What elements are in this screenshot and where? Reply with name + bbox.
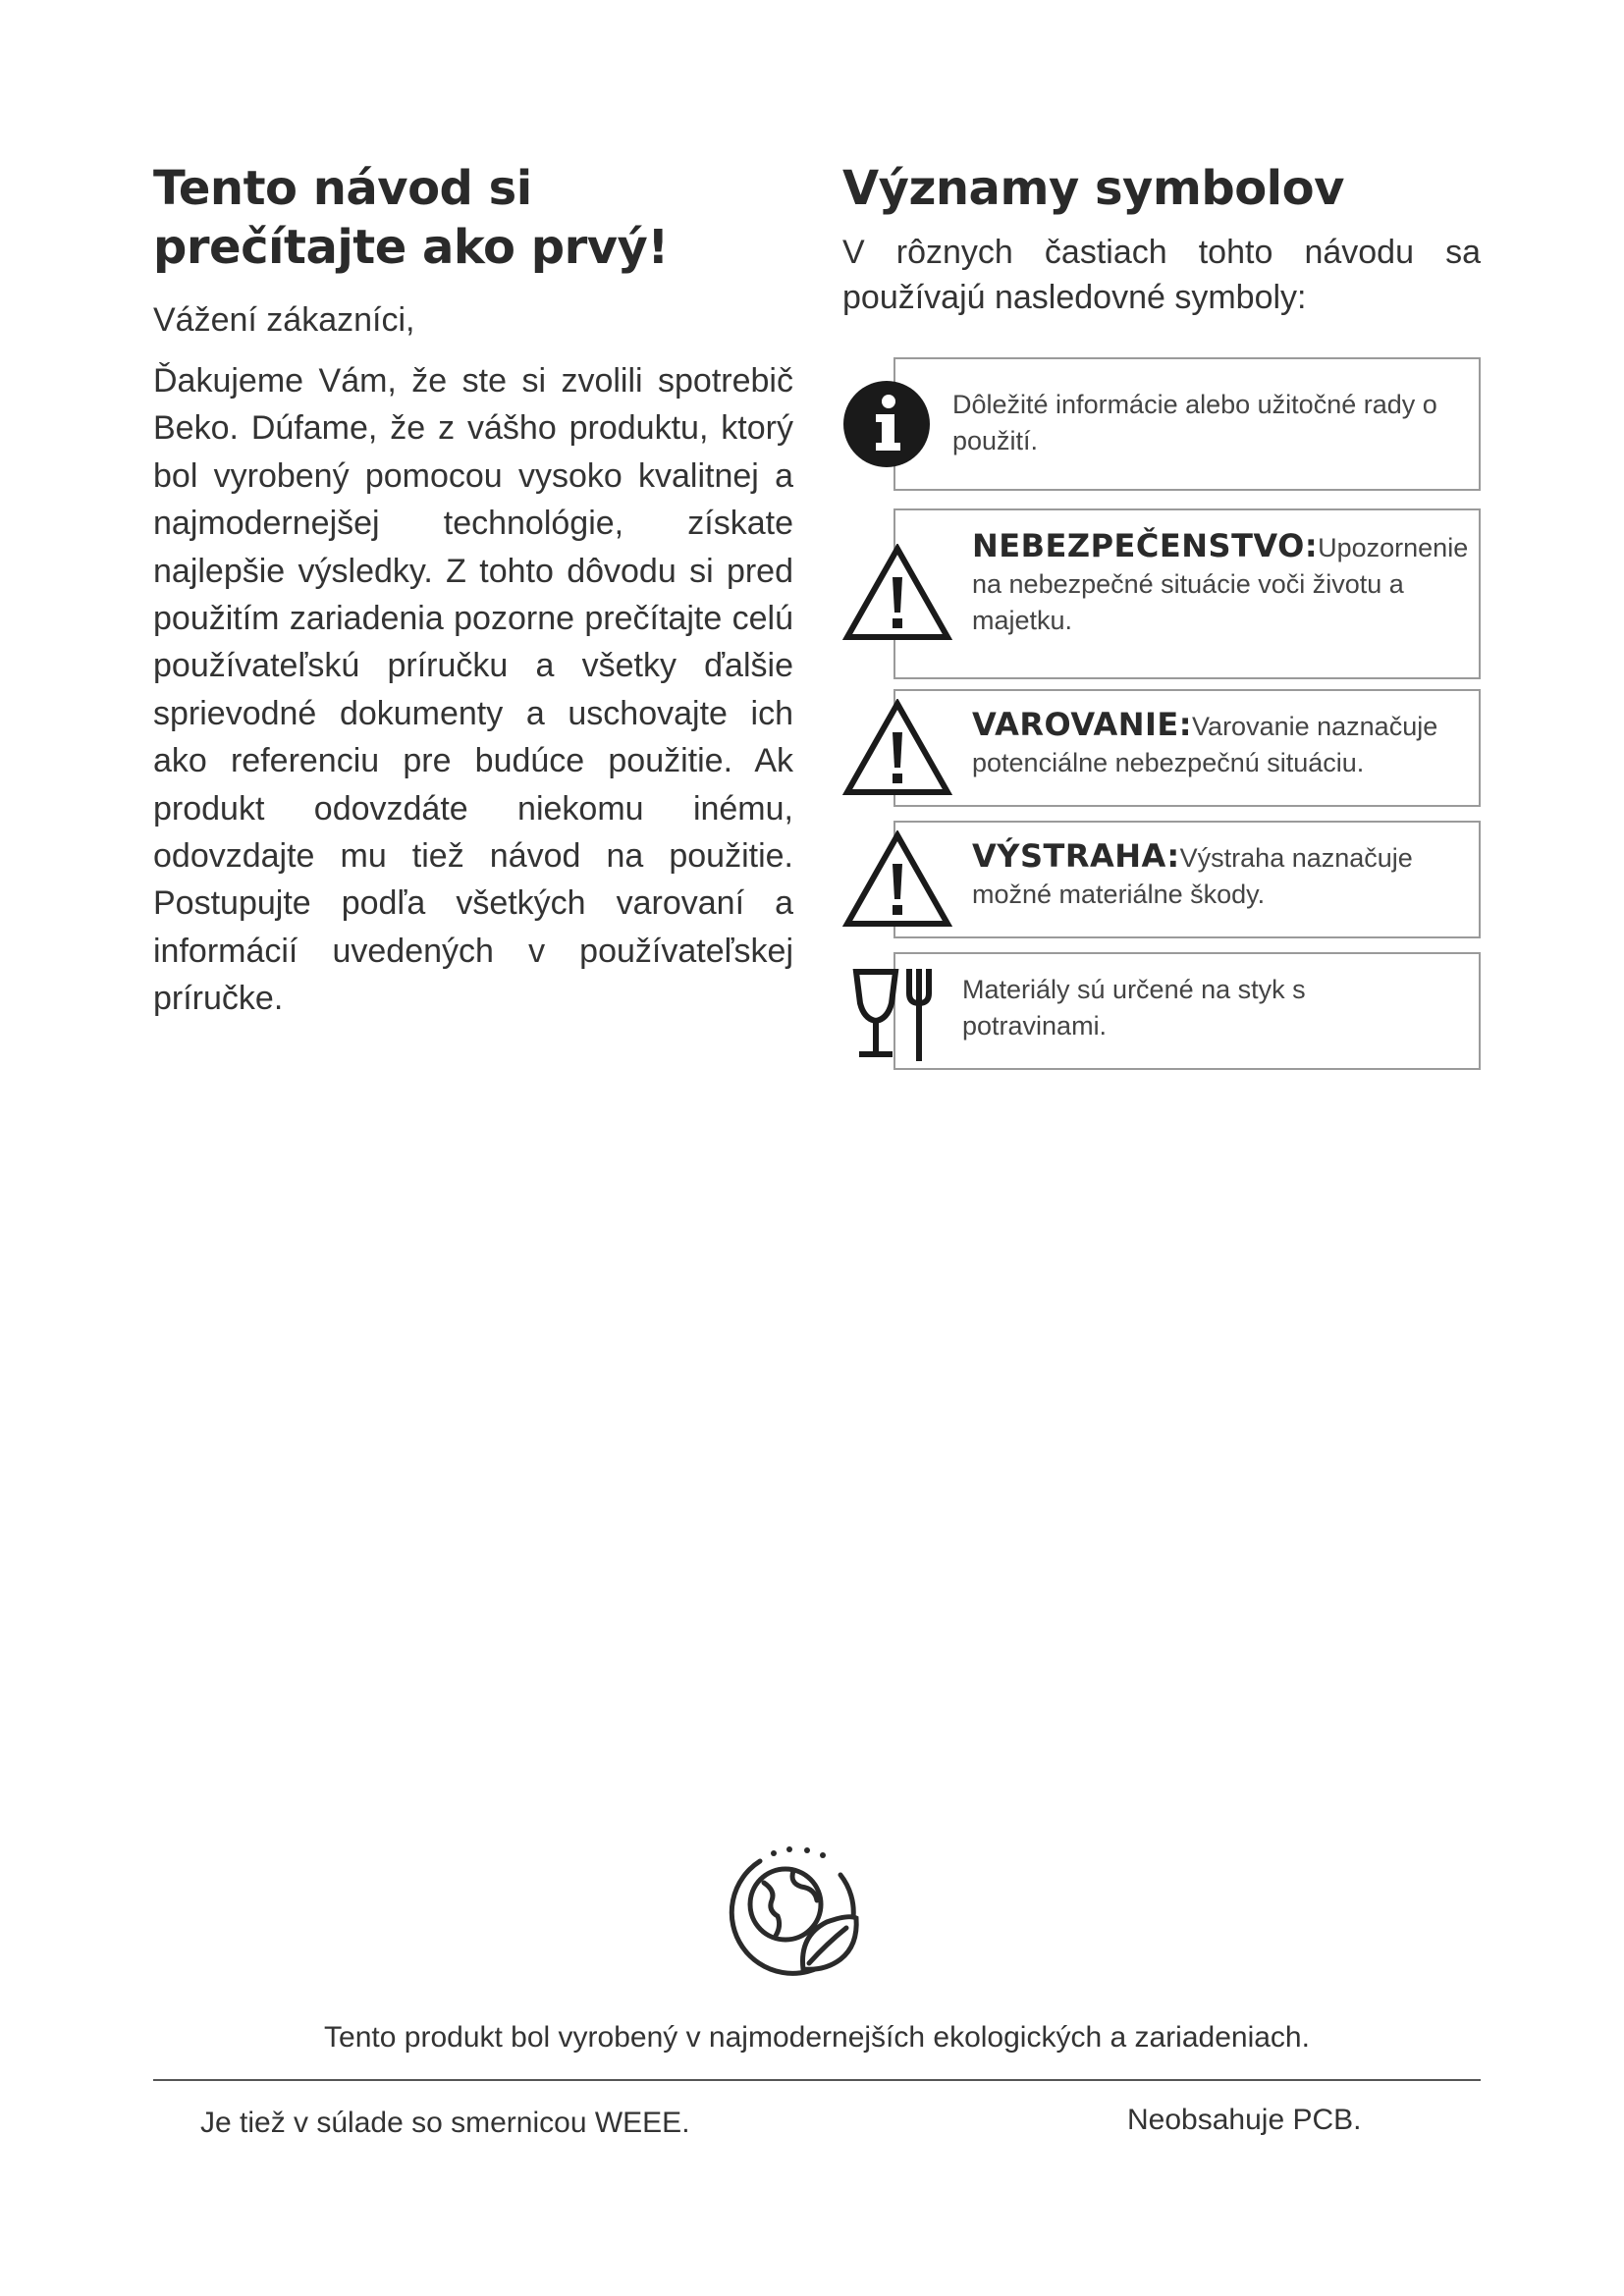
symbol-text	[972, 527, 1469, 639]
symbol-keyword: VAROVANIE:	[972, 706, 1193, 743]
symbol-description: Výstraha naznačuje možné materiálne škody.	[972, 843, 1413, 909]
page-title: Tento návod si prečítajte ako prvý!	[153, 161, 669, 275]
symbol-description: Varovanie naznačuje potenciálne nebezpečnú situáciu.	[972, 712, 1438, 777]
food-contact-icon	[850, 964, 939, 1067]
symbol-text	[972, 838, 1453, 913]
left-column	[153, 159, 793, 1023]
symbol-keyword: NEBEZPEČENSTVO:	[972, 527, 1319, 564]
symbol-caution	[842, 821, 1481, 938]
info-icon	[842, 380, 931, 473]
symbol-danger	[842, 508, 1481, 679]
symbols-title: Významy symbolov	[842, 161, 1344, 216]
weee-statement: Je tiež v súlade so smernicou WEEE.	[200, 2107, 690, 2139]
symbol-description: Dôležité informácie alebo užitočné rady o použití.	[952, 390, 1437, 455]
eco-globe-leaf-icon	[725, 1840, 866, 1981]
symbol-info	[842, 357, 1481, 491]
symbol-text	[952, 387, 1453, 459]
symbol-text	[972, 707, 1453, 781]
symbol-warning	[842, 689, 1481, 807]
symbols-intro: V rôznych častiach tohto návodu sa používajú nasledovné symboly:	[842, 234, 1481, 316]
right-column	[842, 159, 1481, 320]
intro-paragraph: Ďakujeme Vám, že ste si zvolili spotrebič Beko. Dúfame, že z vášho produktu, ktorý bol vyrobený pomocou vysoko kvalitnej a najmodernejšej technológie, získate najlepšie výsledky. Z tohto dôvodu si pred použitím zariadenia pozorne prečítajte celú používateľskú príručku a všetky ďalšie sprievodné dokumenty a uschovajte ich ako referenciu pre budúce použitie. Ak produkt odovzdáte niekomu inému, odovzdajte mu tiež návod na použitie. Postupujte podľa všetkých varovaní a informácií uvedených v používateľskej príručke.	[153, 362, 793, 1018]
eco-statement: Tento produkt bol vyrobený v najmodernejších ekologických a zariadeniach.	[324, 2021, 1310, 2054]
greeting: Vážení zákazníci,	[153, 301, 415, 339]
symbol-text	[962, 972, 1453, 1044]
symbol-keyword: VÝSTRAHA:	[972, 837, 1180, 875]
symbol-description: Upozornenie na nebezpečné situácie voči životu a majetku.	[972, 533, 1469, 635]
warning-triangle-icon	[842, 830, 952, 934]
footer-divider	[153, 2079, 1481, 2081]
pcb-statement: Neobsahuje PCB.	[1127, 2104, 1362, 2136]
symbol-food-contact	[842, 952, 1481, 1070]
symbol-description: Materiály sú určené na styk s potravinami.	[962, 975, 1306, 1041]
warning-triangle-icon	[842, 699, 952, 802]
warning-triangle-icon	[842, 544, 952, 647]
